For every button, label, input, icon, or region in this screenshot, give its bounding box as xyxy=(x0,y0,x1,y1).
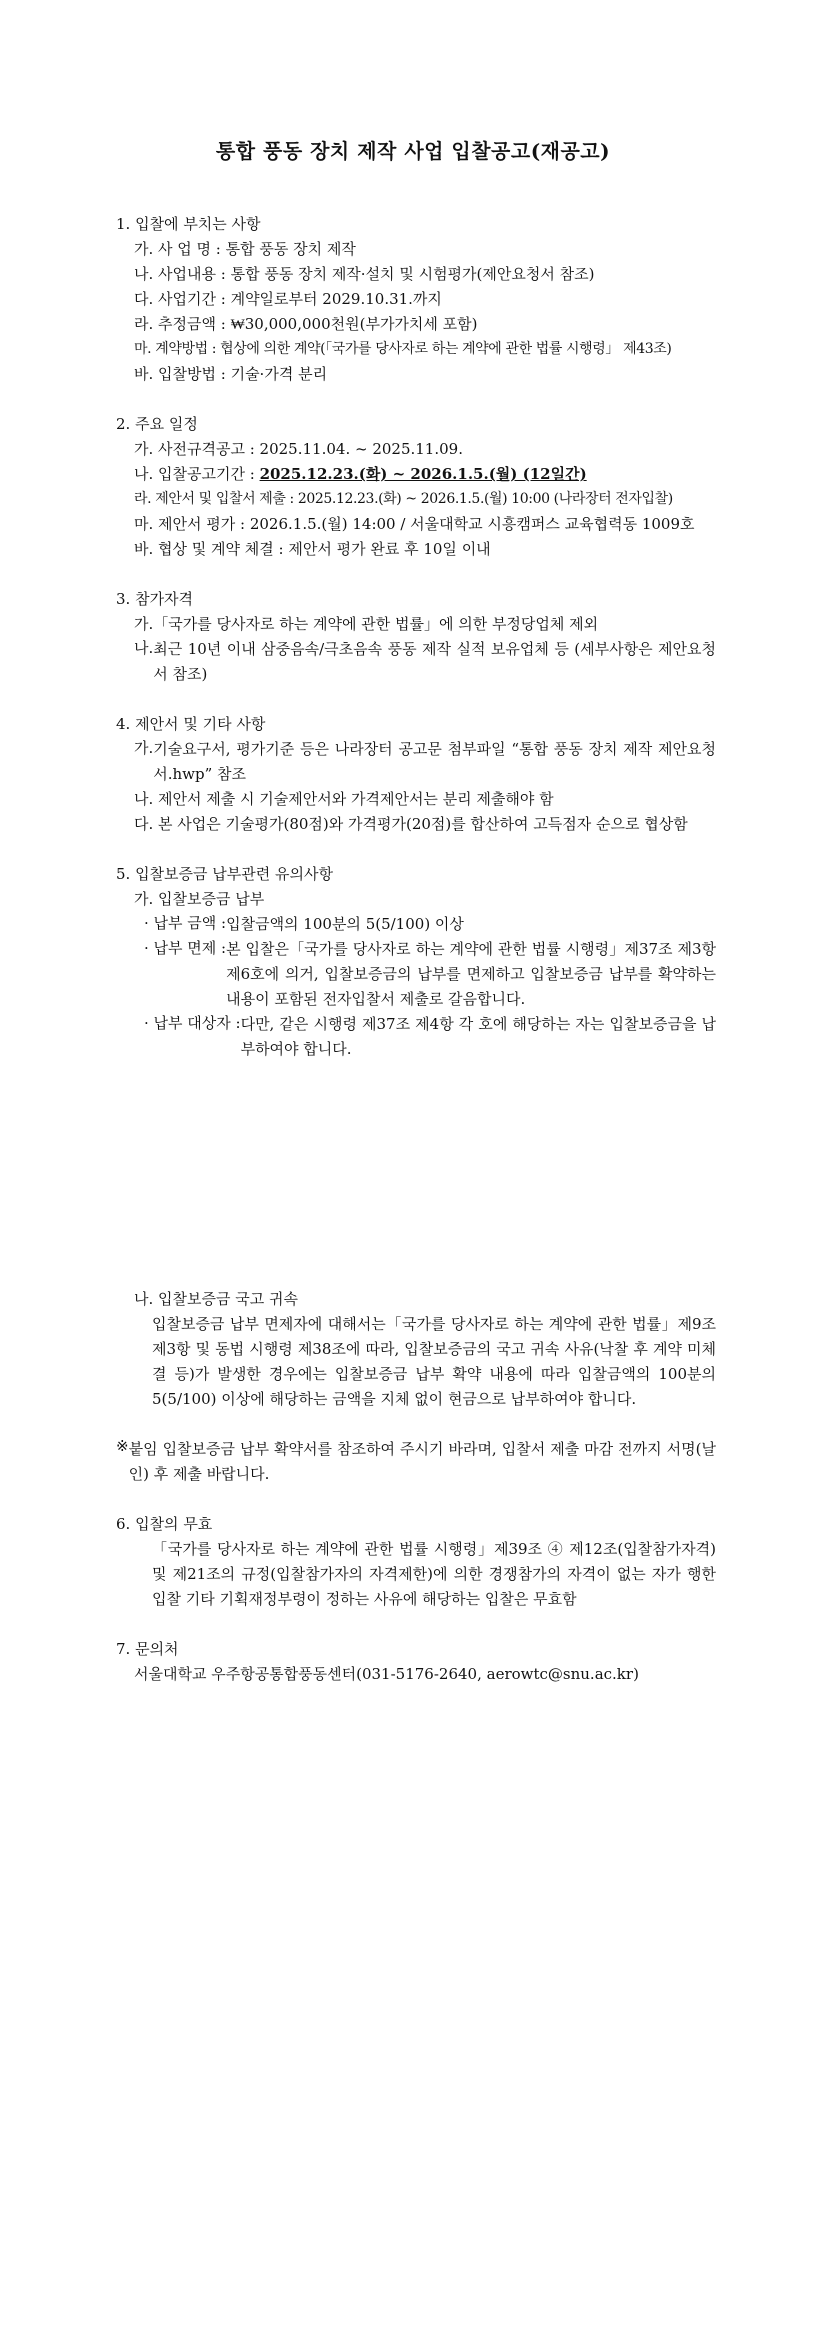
section-heading: 6. 입찰의 무효 xyxy=(116,1515,213,1533)
section-bid-bond xyxy=(116,862,716,1412)
bullet-item xyxy=(116,937,716,1012)
bid-period-value: 2025.12.23.(화) ~ 2026.1.5.(월) (12일간) xyxy=(259,465,587,483)
section-eligibility xyxy=(116,587,716,687)
item-text: 최근 10년 이내 삼중음속/극초음속 풍동 제작 실적 보유업체 등 (세부사항은 제안요청서 참조) xyxy=(153,640,716,683)
list-item: 바. 협상 및 계약 체결 : 제안서 평가 완료 후 10일 이내 xyxy=(134,540,491,558)
list-item: 가. 사전규격공고 : 2025.11.04. ~ 2025.11.09. xyxy=(134,440,463,458)
list-item: 가. 사 업 명 : 통합 풍동 장치 제작 xyxy=(134,240,356,258)
section-contact xyxy=(116,1637,716,1687)
item-label: · 납부 대상자 : xyxy=(144,1014,241,1032)
item-label: 나. 입찰공고기간 : xyxy=(134,465,260,483)
section-invalid-bids xyxy=(116,1512,716,1612)
list-item xyxy=(116,637,716,687)
note-text: 붙임 입찰보증금 납부 확약서를 참조하여 주시기 바라며, 입찰서 제출 마감 전까지 서명(날인) 후 제출 바랍니다. xyxy=(128,1440,716,1483)
item-text: 다만, 같은 시행령 제37조 제4항 각 호에 해당하는 자는 입찰보증금을 납부하여야 합니다. xyxy=(240,1015,716,1058)
list-item: 다. 본 사업은 기술평가(80점)와 가격평가(20점)를 합산하여 고득점자 순으로 협상함 xyxy=(134,815,688,833)
item-text: 본 입찰은「국가를 당사자로 하는 계약에 관한 법률 시행령」제37조 제3항 제6호에 의거, 입찰보증금의 납부를 면제하고 입찰보증금 납부를 확약하는 내용이 포함된 전자입찰서 제출로 갈음합니다. xyxy=(226,940,716,1008)
page-title: 통합 풍동 장치 제작 사업 입찰공고(재공고) xyxy=(215,139,611,163)
item-label: · 납부 면제 : xyxy=(144,939,227,957)
list-item: 마. 제안서 평가 : 2026.1.5.(월) 14:00 / 서울대학교 시흥캠퍼스 교육협력동 1009호 xyxy=(134,515,695,533)
paragraph: 「국가를 당사자로 하는 계약에 관한 법률 시행령」제39조 ④ 제12조(입찰참가자격) 및 제21조의 규정(입찰참가자의 자격제한)에 의한 경쟁참가의 자격이 없는 자가 행한 입찰 기타 기획재정부령이 정하는 사유에 해당하는 입찰은 무효함 xyxy=(152,1540,716,1608)
note xyxy=(116,1437,716,1487)
section-heading: 7. 문의처 xyxy=(116,1640,179,1658)
item-label: · 납부 금액 : xyxy=(144,914,227,932)
sub-heading: 가. 입찰보증금 납부 xyxy=(134,890,265,908)
section-bid-items xyxy=(116,212,716,387)
item-text: 기술요구서, 평가기준 등은 나라장터 공고문 첨부파일 “통합 풍동 장치 제작 제안요청서.hwp” 참조 xyxy=(153,740,716,783)
section-heading: 4. 제안서 및 기타 사항 xyxy=(116,715,266,733)
item-label: 가. xyxy=(134,739,154,757)
section-heading: 2. 주요 일정 xyxy=(116,415,198,433)
section-heading: 3. 참가자격 xyxy=(116,590,194,608)
blank-space xyxy=(116,1062,716,1287)
section-heading: 1. 입찰에 부치는 사항 xyxy=(116,215,261,233)
list-item: 다. 사업기간 : 계약일로부터 2029.10.31.까지 xyxy=(134,290,442,308)
bullet-item xyxy=(116,912,716,937)
list-item xyxy=(116,462,716,487)
section-schedule xyxy=(116,412,716,562)
list-item: 나. 제안서 제출 시 기술제안서와 가격제안서는 분리 제출해야 함 xyxy=(134,790,554,808)
notice-body xyxy=(116,212,716,1687)
list-item: 나. 사업내용 : 통합 풍동 장치 제작·설치 및 시험평가(제안요청서 참조) xyxy=(134,265,595,283)
contact-info: 서울대학교 우주항공통합풍동센터(031-5176-2640, aerowtc@snu.ac.kr) xyxy=(134,1665,639,1683)
paragraph: 입찰보증금 납부 면제자에 대해서는「국가를 당사자로 하는 계약에 관한 법률」제9조 제3항 및 동법 시행령 제38조에 따라, 입찰보증금의 국고 귀속 사유(낙찰 후 계약 미체결 등)가 발생한 경우에는 입찰보증금 납부 확약 내용에 따라 입찰금액의 100분의 5(5/100) 이상에 해당하는 금액을 지체 없이 현금으로 납부하여야 합니다. xyxy=(152,1315,716,1408)
list-item: 가.「국가를 당사자로 하는 계약에 관한 법률」에 의한 부정당업체 제외 xyxy=(134,615,599,633)
list-item: 바. 입찰방법 : 기술·가격 분리 xyxy=(134,365,328,383)
item-text: 입찰금액의 100분의 5(5/100) 이상 xyxy=(226,915,464,933)
list-item: 라. 제안서 및 입찰서 제출 : 2025.12.23.(화) ~ 2026.1.5.(월) 10:00 (나라장터 전자입찰) xyxy=(134,491,673,507)
item-label: 나. xyxy=(134,639,154,657)
bullet-item xyxy=(116,1012,716,1062)
section-heading: 5. 입찰보증금 납부관련 유의사항 xyxy=(116,865,333,883)
note-mark: ※ xyxy=(116,1437,129,1455)
list-item xyxy=(116,737,716,787)
list-item: 라. 추정금액 : ₩30,000,000천원(부가가치세 포함) xyxy=(134,315,478,333)
section-proposal xyxy=(116,712,716,837)
sub-heading: 나. 입찰보증금 국고 귀속 xyxy=(134,1290,298,1308)
list-item: 마. 계약방법 : 협상에 의한 계약(「국가를 당사자로 하는 계약에 관한 법률 시행령」 제43조) xyxy=(134,341,672,357)
